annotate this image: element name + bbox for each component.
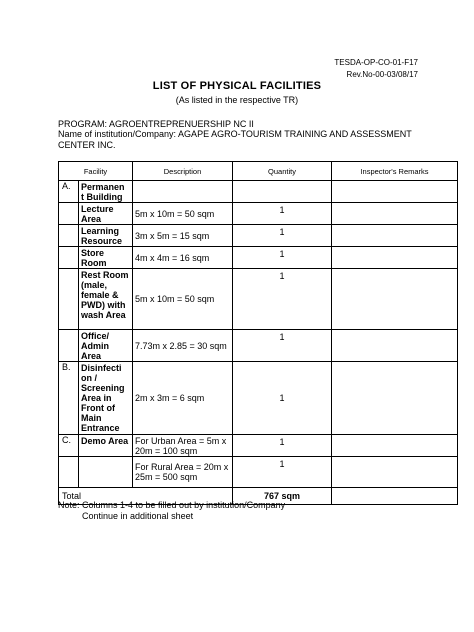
facility-cell: Disinfecti on / Screening Area in Front of Main Entrance bbox=[79, 362, 133, 435]
facility-cell: Office/ Admin Area bbox=[79, 330, 133, 362]
table-row bbox=[59, 269, 458, 330]
remarks-cell bbox=[332, 225, 458, 247]
facility-cell: Store Room bbox=[79, 247, 133, 269]
description-cell bbox=[133, 181, 233, 203]
remarks-cell bbox=[332, 488, 458, 505]
description-cell: 3m x 5m = 15 sqm bbox=[133, 225, 233, 247]
page-subtitle: (As listed in the respective TR) bbox=[175, 95, 299, 105]
quantity-cell: 1 bbox=[233, 330, 332, 362]
description-cell: 2m x 3m = 6 sqm bbox=[133, 362, 233, 435]
table-row bbox=[59, 330, 458, 362]
section-cell bbox=[59, 330, 79, 362]
facility-cell bbox=[79, 457, 133, 488]
quantity-cell: 1 bbox=[233, 457, 332, 488]
remarks-cell bbox=[332, 247, 458, 269]
description-cell: 5m x 10m = 50 sqm bbox=[133, 203, 233, 225]
page-title: LIST OF PHYSICAL FACILITIES bbox=[152, 80, 322, 92]
total-label: Total bbox=[59, 488, 233, 505]
quantity-cell bbox=[233, 181, 332, 203]
remarks-cell bbox=[332, 362, 458, 435]
quantity-cell: 1 bbox=[233, 362, 332, 435]
remarks-cell bbox=[332, 181, 458, 203]
section-cell bbox=[59, 225, 79, 247]
section-cell bbox=[59, 457, 79, 488]
note-line: Note: Columns 1-4 to be filled out by institution/Company bbox=[58, 500, 286, 510]
table-row bbox=[59, 247, 458, 269]
description-cell: For Urban Area = 5m x 20m = 100 sqm bbox=[133, 435, 233, 457]
total-value: 767 sqm bbox=[233, 488, 332, 505]
description-cell: 4m x 4m = 16 sqm bbox=[133, 247, 233, 269]
column-header-quantity: Quantity bbox=[233, 162, 332, 181]
section-cell bbox=[59, 269, 79, 330]
section-cell: C. bbox=[59, 435, 79, 457]
quantity-cell: 1 bbox=[233, 247, 332, 269]
table-row bbox=[59, 181, 458, 203]
column-header-remarks: Inspector's Remarks bbox=[332, 162, 458, 181]
table-row bbox=[59, 203, 458, 225]
table-row bbox=[59, 457, 458, 488]
section-cell: B. bbox=[59, 362, 79, 435]
section-cell bbox=[59, 247, 79, 269]
section-cell bbox=[59, 203, 79, 225]
column-header-description: Description bbox=[133, 162, 233, 181]
description-cell: 7.73m x 2.85 = 30 sqm bbox=[133, 330, 233, 362]
description-cell: For Rural Area = 20m x 25m = 500 sqm bbox=[133, 457, 233, 488]
table-row bbox=[59, 362, 458, 435]
quantity-cell: 1 bbox=[233, 269, 332, 330]
facility-cell: Learning Resource bbox=[79, 225, 133, 247]
facility-cell: Permanen t Building bbox=[79, 181, 133, 203]
remarks-cell bbox=[332, 269, 458, 330]
remarks-cell bbox=[332, 457, 458, 488]
quantity-cell: 1 bbox=[233, 225, 332, 247]
description-cell: 5m x 10m = 50 sqm bbox=[133, 269, 233, 330]
table-row bbox=[59, 435, 458, 457]
table-row bbox=[59, 225, 458, 247]
quantity-cell: 1 bbox=[233, 435, 332, 457]
note-continuation: Continue in additional sheet bbox=[82, 511, 194, 521]
facility-cell: Rest Room (male, female & PWD) with wash Area bbox=[79, 269, 133, 330]
column-header-facility: Facility bbox=[59, 162, 133, 181]
facilities-table bbox=[58, 161, 458, 505]
remarks-cell bbox=[332, 435, 458, 457]
facility-cell: Demo Area bbox=[79, 435, 133, 457]
section-cell: A. bbox=[59, 181, 79, 203]
document-code: TESDA-OP-CO-01-F17 bbox=[334, 58, 418, 67]
remarks-cell bbox=[332, 203, 458, 225]
revision-number: Rev.No-00-03/08/17 bbox=[346, 70, 418, 79]
facility-cell: Lecture Area bbox=[79, 203, 133, 225]
institution-line: Name of institution/Company: AGAPE AGRO-TOURISM TRAINING AND ASSESSMENT CENTER INC. bbox=[58, 129, 412, 150]
remarks-cell bbox=[332, 330, 458, 362]
table-header-row bbox=[59, 162, 458, 181]
program-line: PROGRAM: AGROENTREPRENUERSHIP NC II bbox=[58, 119, 254, 129]
quantity-cell: 1 bbox=[233, 203, 332, 225]
